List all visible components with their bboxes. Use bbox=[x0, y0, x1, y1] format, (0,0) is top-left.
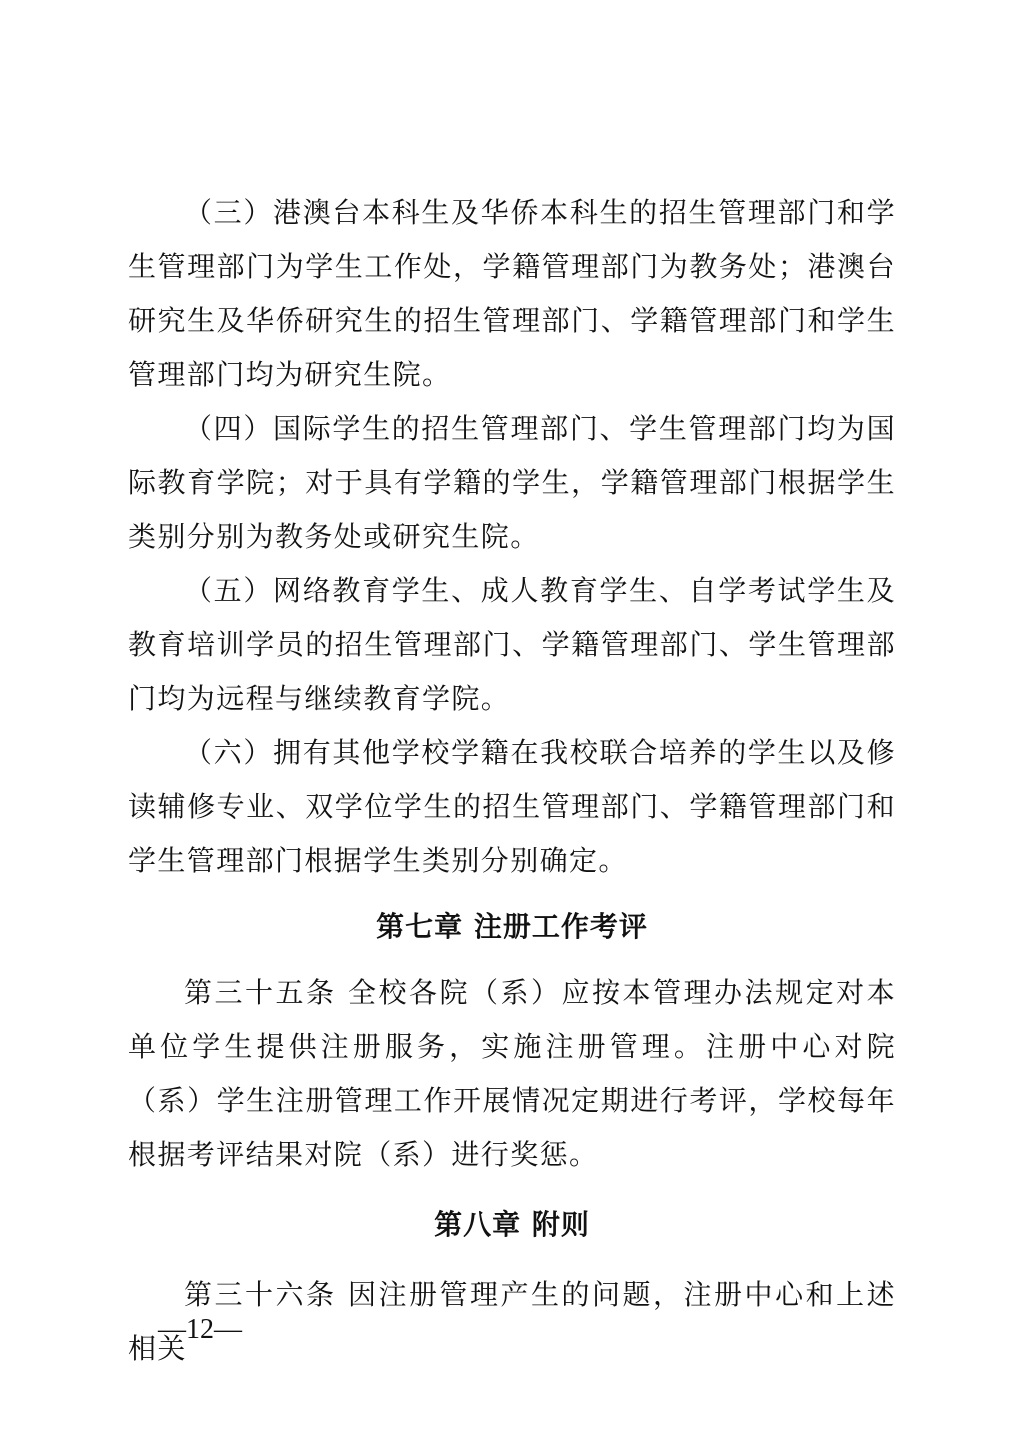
paragraph-section-5: （五）网络教育学生、成人教育学生、自学考试学生及教育培训学员的招生管理部门、学籍管理部门、学生管理部门均为远程与继续教育学院。 bbox=[128, 574, 896, 715]
article-36: 第三十六条 因注册管理产生的问题，注册中心和上述相关 bbox=[128, 1278, 896, 1365]
page-number: —12— bbox=[158, 1314, 242, 1345]
article-35: 第三十五条 全校各院（系）应按本管理办法规定对本单位学生提供注册服务，实施注册管理。注册中心对院（系）学生注册管理工作开展情况定期进行考评，学校每年根据考评结果对院（系）进行奖惩。 bbox=[128, 976, 896, 1171]
chapter-8-heading: 第八章 附则 bbox=[434, 1208, 590, 1241]
chapter-7-heading: 第七章 注册工作考评 bbox=[376, 910, 648, 943]
paragraph-section-3: （三）港澳台本科生及华侨本科生的招生管理部门和学生管理部门为学生工作处，学籍管理部门为教务处；港澳台研究生及华侨研究生的招生管理部门、学籍管理部门和学生管理部门均为研究生院。 bbox=[128, 196, 896, 391]
body-text bbox=[128, 186, 896, 1376]
paragraph-section-4: （四）国际学生的招生管理部门、学生管理部门均为国际教育学院；对于具有学籍的学生，学籍管理部门根据学生类别分别为教务处或研究生院。 bbox=[128, 412, 896, 553]
paragraph-section-6: （六）拥有其他学校学籍在我校联合培养的学生以及修读辅修专业、双学位学生的招生管理部门、学籍管理部门和学生管理部门根据学生类别分别确定。 bbox=[128, 736, 896, 877]
